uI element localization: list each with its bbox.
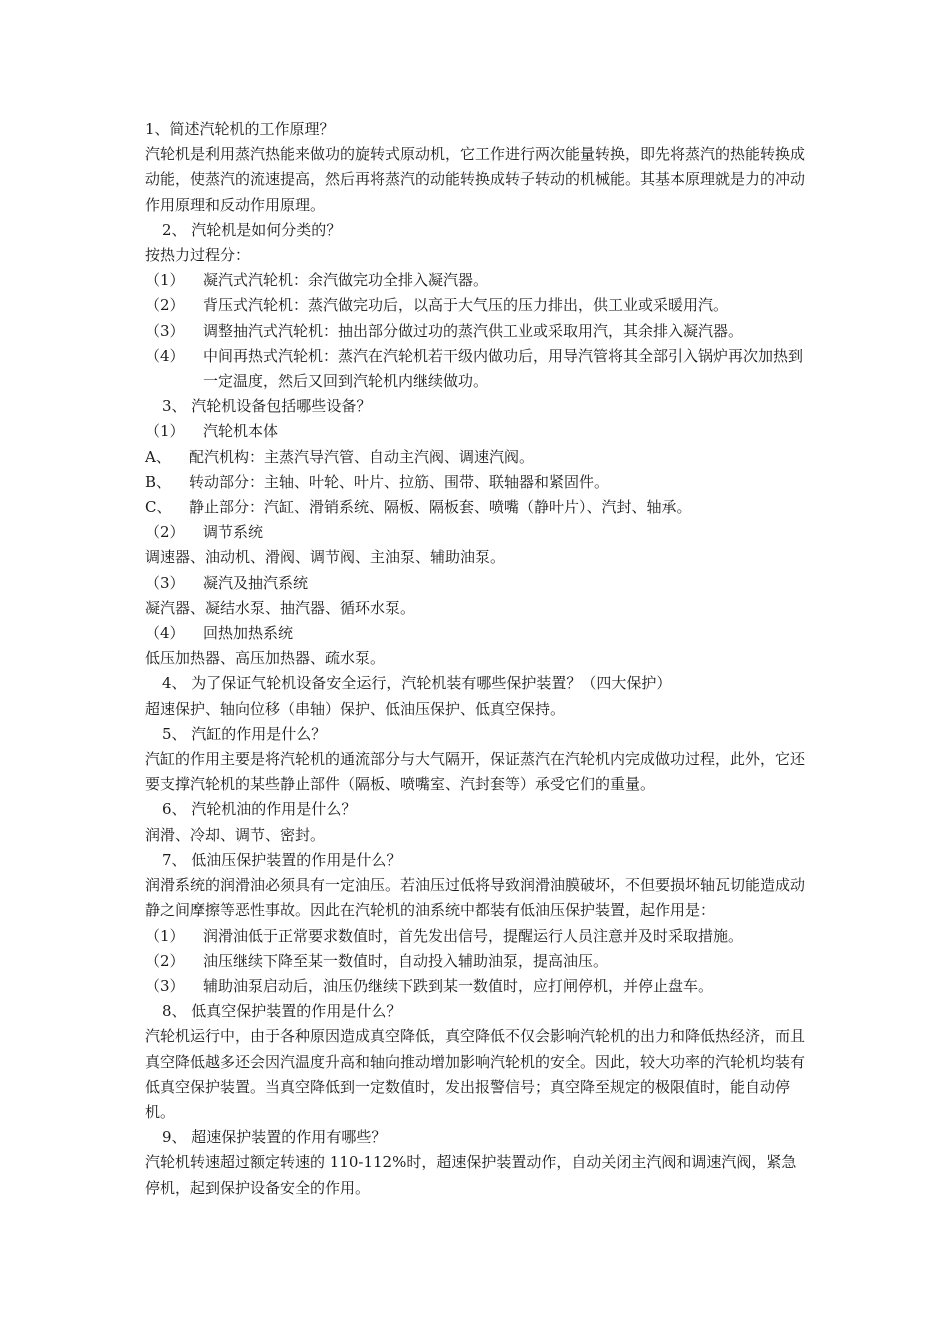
answer-2-intro: 按热力过程分： xyxy=(145,246,251,265)
sub-item xyxy=(145,445,810,470)
list-text: 背压式汽轮机：蒸汽做完功后，以高于大气压的压力排出，供工业或采暖用汽。 xyxy=(203,296,729,315)
sub-letter: B、 xyxy=(145,472,172,491)
answer-9: 汽轮机转速超过额定转速的 110-112%时，超速保护装置动作，自动关闭主汽阀和调速汽阀，紧急停机，起到保护设备安全的作用。 xyxy=(145,1153,797,1197)
section-heading xyxy=(145,520,810,545)
section-heading xyxy=(145,571,810,596)
list-number: （2） xyxy=(145,296,185,315)
list-text: 辅助油泵启动后，油压仍继续下跌到某一数值时，应打闸停机，并停止盘车。 xyxy=(203,976,714,995)
question-3: 3、 汽轮机设备包括哪些设备？ xyxy=(162,397,372,416)
list-text: 凝汽式汽轮机：余汽做完功全排入凝汽器。 xyxy=(203,271,489,290)
section-text: 低压加热器、高压加热器、疏水泵。 xyxy=(145,649,386,668)
list-item xyxy=(145,319,810,344)
question-1: 1、简述汽轮机的工作原理？ xyxy=(145,120,335,138)
sub-letter: A、 xyxy=(145,447,171,466)
question-7: 7、 低油压保护装置的作用是什么？ xyxy=(162,850,402,869)
list-item xyxy=(145,949,810,974)
list-item xyxy=(145,924,810,949)
list-text: 调整抽汽式汽轮机：抽出部分做过功的蒸汽供工业或采取用汽，其余排入凝汽器。 xyxy=(203,321,744,340)
list-text: 汽轮机本体 xyxy=(203,422,279,441)
section-text: 凝汽器、凝结水泵、抽汽器、循环水泵。 xyxy=(145,598,416,617)
list-text: 中间再热式汽轮机：蒸汽在汽轮机若干级内做功后，用导汽管将其全部引入锅炉再次加热到一定温度，然后又回到汽轮机内继续做功。 xyxy=(203,346,804,391)
answer-5: 汽缸的作用主要是将汽轮机的通流部分与大气隔开，保证蒸汽在汽轮机内完成做功过程，此外，它还要支撑汽轮机的某些静止部件（隔板、喷嘴室、汽封套等）承受它们的重量。 xyxy=(145,750,806,794)
list-text: 凝汽及抽汽系统 xyxy=(203,573,309,592)
answer-6: 润滑、冷却、调节、密封。 xyxy=(145,825,326,844)
list-item xyxy=(145,974,810,999)
sub-item xyxy=(145,495,810,520)
list-item xyxy=(145,344,810,394)
answer-4: 超速保护、轴向位移（串轴）保护、低油压保护、低真空保持。 xyxy=(145,699,566,718)
answer-7: 润滑系统的润滑油必须具有一定油压。若油压过低将导致润滑油膜破坏，不但要损坏轴瓦切能造成动静之间摩擦等恶性事故。因此在汽轮机的油系统中都装有低油压保护装置，起作用是： xyxy=(145,876,806,920)
list-number: （2） xyxy=(145,523,185,542)
question-5: 5、 汽缸的作用是什么？ xyxy=(162,724,327,743)
question-8: 8、 低真空保护装置的作用是什么？ xyxy=(162,1002,402,1021)
list-number: （2） xyxy=(145,951,185,970)
list-item xyxy=(145,293,810,318)
section-heading xyxy=(145,419,810,444)
list-number: （1） xyxy=(145,271,185,290)
list-text: 润滑油低于正常要求数值时，首先发出信号，提醒运行人员注意并及时采取措施。 xyxy=(203,926,744,945)
list-number: （1） xyxy=(145,926,185,945)
list-number: （3） xyxy=(145,321,185,340)
list-number: （3） xyxy=(145,573,185,592)
list-number: （3） xyxy=(145,976,185,995)
list-number: （4） xyxy=(145,346,185,365)
section-text: 调速器、油动机、滑阀、调节阀、主油泵、辅助油泵。 xyxy=(145,548,506,567)
sub-text: 静止部分：汽缸、滑销系统、隔板、隔板套、喷嘴（静叶片）、汽封、轴承。 xyxy=(189,498,692,517)
list-text: 调节系统 xyxy=(203,523,264,542)
list-item xyxy=(145,268,810,293)
question-9: 9、 超速保护装置的作用有哪些？ xyxy=(162,1128,387,1147)
list-number: （4） xyxy=(145,624,185,643)
answer-1: 汽轮机是利用蒸汽热能来做功的旋转式原动机，它工作进行两次能量转换，即先将蒸汽的热能转换成动能，使蒸汽的流速提高，然后再将蒸汽的动能转换成转子转动的机械能。其基本原理就是力的冲动作用原理和反动作用原理。 xyxy=(145,145,806,214)
sub-item xyxy=(145,470,810,495)
list-number: （1） xyxy=(145,422,185,441)
answer-8: 汽轮机运行中，由于各种原因造成真空降低，真空降低不仅会影响汽轮机的出力和降低热经济，而且真空降低越多还会因汽温度升高和轴向推动增加影响汽轮机的安全。因此，较大功率的汽轮机均装有低真空保护装置。当真空降低到一定数值时，发出报警信号；真空降至规定的极限值时，能自动停机。 xyxy=(145,1027,806,1121)
list-text: 回热加热系统 xyxy=(203,624,294,643)
question-4: 4、 为了保证气轮机设备安全运行，汽轮机装有哪些保护装置？（四大保护） xyxy=(162,674,672,693)
sub-text: 配汽机构：主蒸汽导汽管、自动主汽阀、调速汽阀。 xyxy=(189,447,535,466)
sub-text: 转动部分：主轴、叶轮、叶片、拉筋、围带、联轴器和紧固件。 xyxy=(189,472,610,491)
sub-letter: C、 xyxy=(145,498,172,517)
section-heading xyxy=(145,621,810,646)
list-text: 油压继续下降至某一数值时，自动投入辅助油泵，提高油压。 xyxy=(203,951,609,970)
question-6: 6、 汽轮机油的作用是什么？ xyxy=(162,800,357,819)
question-2: 2、 汽轮机是如何分类的？ xyxy=(162,220,342,239)
